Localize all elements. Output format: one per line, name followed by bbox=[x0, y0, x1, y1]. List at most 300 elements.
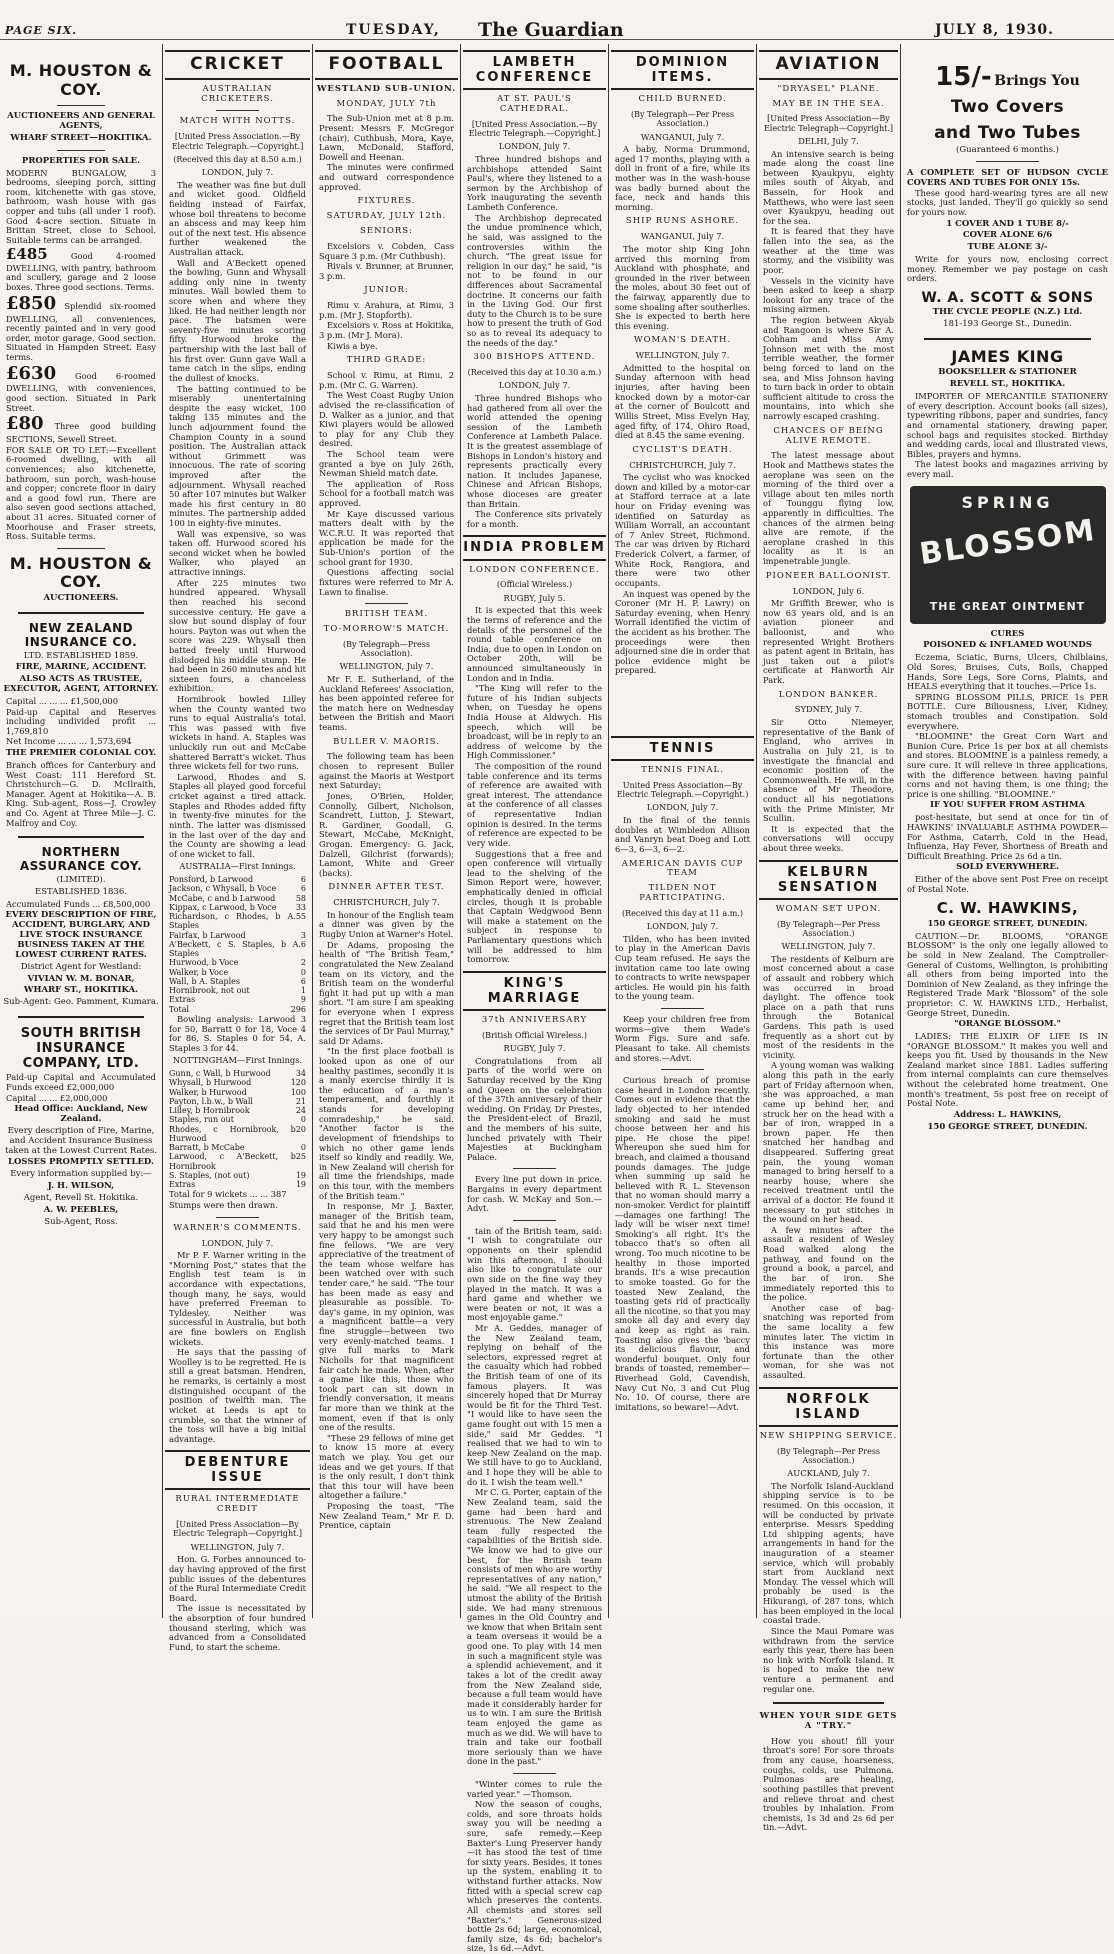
article-paragraph: Since the Maui Pomare was withdrawn from the service early this year, there has been no link with Norfolk Island. It is hoped to make the new venture a permanent and regular one. bbox=[763, 1625, 894, 1694]
property-listing bbox=[6, 246, 156, 292]
tyre-headline: Two Covers bbox=[950, 97, 1065, 118]
article-subheading: JUNIOR: bbox=[364, 285, 409, 296]
property-listing bbox=[6, 364, 156, 414]
insurer-agent-name: VIVIAN W. M. BONAR, bbox=[27, 973, 135, 984]
scorecard-row bbox=[169, 1125, 306, 1144]
scorecard-row bbox=[169, 940, 306, 959]
property-description: Good 4-roomed DWELLING, with pantry, bathroom and scullery, garage and 2 loose boxes. Three good sections. Terms. bbox=[6, 251, 156, 293]
firm-address: 181-193 George St., Dunedin. bbox=[943, 319, 1072, 329]
masthead bbox=[0, 0, 1114, 40]
article-paragraph: Hornibrook bowled Lilley when the County wanted two runs to equal Australia's total. This was passed with five wickets in hand. A. Staples was unluckily run out and McCabe shattered Barratt's wicket. Thus three wickets fell for two runs. bbox=[169, 694, 306, 772]
scorecard-row bbox=[169, 1078, 306, 1087]
article-paragraph: The issue is necessitated by the absorption of four hundred thousand sterling, which was advanced from a Consolidated Fund, to start the scheme. bbox=[169, 1603, 306, 1652]
scorecard-batsman: Walker, b Hurwood bbox=[169, 1087, 247, 1097]
asthma-heading: IF YOU SUFFER FROM ASTHMA bbox=[930, 800, 1085, 811]
caution-notice: CAUTION.—Dr. BLOOMS, "ORANGE BLOSSOM" is the only one legally allowed to be sold in New Zealand. The Comptroller-General of Customs, Wellington, is prohibiting all others from being imported into the Dominion of New Zealand, as they infringe the Registered Trade Mark "Blossom" of the sole proprietor: C. W. HAWKINS LTD., Herbalist, George Street, Dunedin. bbox=[907, 930, 1108, 1018]
article-subheading: 37th ANNIVERSARY bbox=[481, 1014, 588, 1025]
scorecard-row bbox=[169, 1097, 306, 1106]
scorecard-runs: 296 bbox=[290, 1004, 306, 1014]
scorecard-runs: 0 bbox=[300, 1115, 306, 1125]
article-subheading: BRITISH TEAM. bbox=[344, 609, 429, 620]
scorecard-row bbox=[169, 1152, 306, 1171]
insurer-name: NEW ZEALAND INSURANCE CO. bbox=[24, 620, 138, 649]
dateline: WANGANUI, July 7. bbox=[640, 231, 725, 242]
firm-role: THE CYCLE PEOPLE (N.Z.) Ltd. bbox=[932, 307, 1083, 318]
article-paragraph: In honour of the English team a dinner was given by the Rugby Union at Warner's Hotel. bbox=[319, 909, 454, 940]
dateline: LONDON, July 7. bbox=[498, 141, 571, 152]
ladies-ad: LADIES: THE ELIXIR OF LIFE IS IN "ORANGE BLOSSOM." It makes you well and keeps you fit. Used by thousands in the New Zealand market since 1881. Ladies suffering from internal complaints can cure themselves without the celebrated home treatment. One month's treatment, 5s post free on receipt of Postal Note. bbox=[907, 1031, 1108, 1109]
article-paragraph: The residents of Kelburn are most concerned about a case of assault and robbery which was occurred in broad daylight. The offence took place on a path that runs through the Botanical Gardens. This path is used frequently as a short cut by most of the residents in the vicinity. bbox=[763, 953, 894, 1060]
scorecard-row bbox=[169, 1106, 306, 1115]
article-paragraph: Mr A. Geddes, manager of the New Zealand team, replying on behalf of the selectors, expressed regret at the casualty which had robbed the British team of one of its famous players. It was sincerely hoped that Dr Murray would be fit for the Third Test. "I would like to have seen the game fought out with 15 men a side," said Mr Geddes. "I realised that we had to win to keep New Zealand on the map. We still have to go to Auckland, and I hope they will be able to do it. I wish the team well." bbox=[467, 1322, 602, 1487]
scorecard-runs: 100 bbox=[290, 1087, 306, 1097]
insurer-description: EVERY DESCRIPTION OF FIRE, ACCIDENT, BURGLARY, AND LIVE STOCK INSURANCE BUSINESS TAKEN AT THE LOWEST CURRENT RATES. bbox=[5, 910, 157, 960]
scorecard-row bbox=[169, 903, 306, 912]
dateline: LONDON, July 7. bbox=[201, 1237, 274, 1248]
firm-name: JAMES KING bbox=[951, 346, 1064, 366]
article-paragraph: Questions affecting social fixtures were referred to Mr A. Lawn to finalise. bbox=[319, 567, 454, 597]
article-subheading: AMERICAN DAVIS CUP TEAM bbox=[621, 858, 744, 879]
article-paragraph: He says that the passing of Woolley is to be regretted. He is still a great batsman. Hendren, he remarks, is certainly a most distinguished occupant of the position of twelfth man. The wicket at Leeds is apt to crumble, so that the winner of the toss will have a big initial advantage. bbox=[169, 1347, 306, 1444]
article-heading: CRICKET bbox=[165, 50, 310, 80]
article-paragraph: Larwood, Rhodes and S. Staples all played good forceful cricket against a tired attack. Staples and Rhodes added fifty in twenty-five minutes for the ninth. The latter was dismissed in the last over of the day and the County are showing a lead of one wicket to fall. bbox=[169, 771, 306, 859]
divider bbox=[57, 548, 104, 549]
masthead-day: TUESDAY, bbox=[346, 22, 441, 38]
dateline: SYDNEY, July 7. bbox=[794, 704, 863, 715]
article-paragraph: An intensive search is being made along the coast line between Kyaukpyu, eighty miles south of Akyab, and Bassein, for Hook and Matthews, who were last seen over Kyaukpyu, heading out for the sea. bbox=[763, 148, 894, 226]
scorecard-row bbox=[169, 958, 306, 967]
insurer-also: ALSO ACTS AS TRUSTEE, EXECUTOR, AGENT, ATTORNEY. bbox=[3, 674, 159, 695]
received-note: (Received this day at 10.30 a.m.) bbox=[467, 368, 602, 378]
wire-credit: (By Telegraph—Press Association). bbox=[343, 639, 430, 659]
scorecard-batsman: Walker, b Voce bbox=[169, 967, 229, 977]
scorecard-row bbox=[169, 995, 306, 1004]
article-subheading: TILDEN NOT PARTICIPATING. bbox=[639, 883, 726, 904]
insurer-head-office: Head Office: Auckland, New Zealand. bbox=[14, 1104, 148, 1124]
scorecard-runs: 34 bbox=[295, 1069, 306, 1078]
article-paragraph: The Norfolk Island-Auckland shipping service is to be resumed. On this occasion, it will be conducted by private enterprise. Messrs Spedding Ltd shipping agents, have arrangements in hand for the inauguration of a steamer service, which will probably start from Auckland next Monday. The vessel which will probably be used is the Hikurangi, of 287 tons, which has been employed in the local coastal trade. bbox=[763, 1480, 894, 1626]
divider bbox=[18, 612, 144, 614]
logo-text: THE GREAT OINTMENT bbox=[929, 599, 1086, 613]
insurer-name: NORTHERN ASSURANCE COY. bbox=[19, 845, 143, 874]
dateline: WELLINGTON, July 7. bbox=[781, 941, 876, 952]
article-subheading: RURAL INTERMEDIATE CREDIT bbox=[175, 1494, 300, 1515]
scorecard-runs: 6 bbox=[300, 874, 306, 884]
scorecard-runs: 55 bbox=[295, 912, 306, 922]
scorecard-batsman: Larwood, c A'Beckett, b Hornibrook bbox=[169, 1152, 296, 1171]
insurer-agent-address: Sub-Agent, Ross. bbox=[44, 1216, 118, 1227]
article-paragraph: The minutes were confirmed and outward correspondence approved. bbox=[319, 162, 454, 192]
scorecard-heading: NOTTINGHAM—First Innings. bbox=[172, 1055, 303, 1066]
article-paragraph: A baby, Norma Drummond, aged 17 months, playing with a doll in front of a fire, while its mother was in the wash-house was badly burned about the face, neck and hands this morning. bbox=[615, 144, 750, 212]
article-paragraph: Mr Griffith Brewer, who is now 63 years old, and is an aviation pioneer and balloonist, and who represented Wright Brothers as patent agent in Britain, has just taken out a pilot's certificate at Hanworth Air Park. bbox=[763, 598, 894, 686]
scorecard-batsman: Extras bbox=[169, 1180, 196, 1190]
scorecard-batsman: McCabe, c and b Larwood bbox=[169, 893, 276, 903]
insurer-established: LTD. ESTABLISHED 1859. bbox=[23, 650, 139, 661]
article-paragraph: The School team were granted a bye on July 26th, Newman Shield match date. bbox=[319, 448, 454, 479]
article-subheading: 300 BISHOPS ATTEND. bbox=[473, 352, 596, 363]
scorecard-row bbox=[169, 875, 306, 884]
article-subheading: WOMAN'S DEATH. bbox=[633, 335, 732, 346]
scorecard-batsman: Payton, l.b.w., b Wall bbox=[169, 1096, 253, 1106]
scorecard-runs: 19 bbox=[295, 1170, 306, 1180]
scorecard-row bbox=[169, 977, 306, 986]
divider bbox=[18, 836, 144, 838]
article-paragraph: "These 29 fellows of mine get to know 15 more at every match we play. You get our ideas and we get yours. If that is the only result, I don't think that this tour will have been altogether a failure." bbox=[319, 1432, 454, 1501]
article-heading: FOOTBALL bbox=[315, 50, 458, 80]
scorecard-runs: 6 bbox=[300, 976, 306, 986]
masthead-title: The Guardian bbox=[478, 19, 624, 41]
article-heading: KING'S MARRIAGE bbox=[463, 971, 606, 1011]
tyre-offer: A COMPLETE SET OF HUDSON CYCLE COVERS AND TUBES FOR ONLY 15s. bbox=[907, 167, 1108, 188]
property-listing bbox=[6, 294, 156, 363]
bowling-analysis: Bowling analysis: Larwood 3 for 50, Barratt 0 for 18, Voce 4 for 86, S. Staples 0 for 54, A. Staples 3 for 44. bbox=[169, 1013, 306, 1053]
article-subheading: SENIORS: bbox=[360, 226, 413, 237]
scorecard-batsman: Richardson, c Rhodes, b A. Staples bbox=[169, 912, 296, 931]
scorecard-runs: 1 bbox=[300, 986, 306, 996]
article-heading: KELBURN SENSATION bbox=[759, 860, 898, 900]
article-subheading: CHANCES OF BEING ALIVE REMOTE. bbox=[773, 425, 884, 446]
article-paragraph: Suggestions that a free and open conference will virtually lead to the shelving of the Simon Report were, however, emphatically denied in official circles, though it is probable that Captain Wedgwood Benn will make a statement on the subject in response to Parliamentary questions which will be addressed to him tomorrow. bbox=[467, 848, 602, 965]
firm-name: M. HOUSTON & COY. bbox=[9, 61, 153, 99]
dateline: CHRISTCHURCH, July 7. bbox=[629, 459, 736, 470]
article-paragraph: Mr C. G. Porter, captain of the New Zealand team, said the game had been hard and strenuous. The New Zealand team fully respected the capabilities of the British side. "We know we had to give our best, for the British team consists of men who are worthy representatives of any nation," he said. "We all respect to the utmost the ability of the British side. We had many strenuous games in the Old Country and we know that when Britain sent a team overseas it would be a good one. To play with 14 men in such a magnificent style was a splendid achievement, and it takes a lot of the credit away from the New Zealand side, because a full team would have made it considerably harder for us to win. I am sure the British team enjoyed the game as much as we did. We will have to train and take our football more seriously than we have done in the past." bbox=[467, 1487, 602, 1767]
wire-credit: [United Press Association.—By Electric Telegraph.—Copyright.] bbox=[171, 132, 304, 151]
divider bbox=[365, 603, 408, 604]
bloomine-ad: "BLOOMINE" the Great Corn Wart and Bunion Cure. Price 1s per box at all chemists and stores. BLOOMINE is a painless remedy, a sure cure. It will relieve in three applications, with the difference between having painful corns and not having them, is one thing; the price is one shilling. "BLOOMINE." bbox=[907, 731, 1108, 799]
article-paragraph: In response, Mr J. Baxter, manager of the British team, said that he and his men were very happy to be amongst such fine fellows. "We are very appreciative of the treatment of the team whose welfare has been watched over with such tender care," he said. "The tour has been made as easy and pleasurable as possible. To-day's game, in my opinion, was a magnificent battle—a very fine struggle—between two very evenly-matched teams. I give full marks to Mark Nicholls for that magnificent fair catch he made. When, after a game like this, those who took part can sit down in friendly conversation, it means far more than we think at the moment, even if that is only one of the results. bbox=[319, 1201, 454, 1433]
insurer-lines: FIRE, MARINE, ACCIDENT. bbox=[15, 662, 147, 673]
divider bbox=[513, 1773, 556, 1774]
tyre-description: These good hard-wearing tyres are all new stocks, just landed. They'll go quickly so send for yours now. bbox=[907, 187, 1108, 217]
dateline: WELLINGTON, July 7. bbox=[339, 661, 434, 672]
wire-credit: United Press Association—By Electric Telegraph.—Copyright.) bbox=[616, 780, 749, 800]
article-subheading: SATURDAY, JULY 12th. bbox=[326, 211, 447, 222]
article-heading: TENNIS bbox=[611, 736, 754, 761]
sold-everywhere: SOLD EVERYWHERE. bbox=[956, 862, 1059, 873]
insurer-agent-address: WHARF ST., HOKITIKA. bbox=[23, 985, 139, 996]
article-heading: NORFOLK ISLAND bbox=[759, 1387, 898, 1427]
article-paragraph: "The King will refer to the future of his Indian subjects when, on Tuesday he opens India House at Aldwych. His speech, which will be broadcast, will be in reply to an address of welcome by the High Commissioner." bbox=[467, 683, 602, 761]
scorecard-runs: 9 bbox=[300, 995, 306, 1005]
divider bbox=[216, 110, 260, 111]
insurer-funds: Accumulated Funds ... £8,500,000 bbox=[6, 898, 151, 909]
scorecard-row bbox=[169, 931, 306, 940]
article-paragraph: Dr Adams, proposing the health of "The British Team," congratulated the New Zealand team on its victory, and the British team on the wonderful fight it had put up with a man short. "I am sure I am speaking for everyone when I express regret that the British team lost the services of Dr Paul Murray," said Dr Adams. bbox=[319, 939, 454, 1046]
column-rule bbox=[900, 44, 901, 1618]
article-paragraph: The batting continued to be miserably unentertaining despite the easy wicket, 100 taking 135 minutes and the lunch adjournment found the Champion County in a sound position. The Australian attack without Grimmett was innocuous. The rate of scoring improved after the adjournment. Whysall reached 50 after 107 minutes but Walker made his first century in 80 minutes. The partnership added 100 in eighty-five minutes. bbox=[169, 383, 306, 529]
scorecard-batsman: Ponsford, b Larwood bbox=[169, 874, 254, 884]
article-subheading: CHILD BURNED. bbox=[638, 94, 727, 105]
article-paragraph: In the final of the tennis doubles at Wimbledon Allison and Vanryn beat Doeg and Lott 6—3, 6—3, 6—2. bbox=[615, 815, 750, 854]
scorecard-batsman: Barratt, b McCabe bbox=[169, 1143, 245, 1153]
scorecard-batsman: Rhodes, c Hornibrook, b Hurwood bbox=[169, 1124, 296, 1143]
scorecard-batsman: Gunn, c Wall, b Hurwood bbox=[169, 1069, 271, 1078]
article-heading: INDIA PROBLEM bbox=[463, 535, 606, 560]
article-subheading: THIRD GRADE: bbox=[346, 355, 427, 366]
article-paragraph: The application of Ross School for a football match was approved. bbox=[319, 478, 454, 509]
wire-credit: (By Telegraph—Per Press Association.) bbox=[776, 919, 881, 938]
scorecard-batsman: Extras bbox=[169, 995, 196, 1005]
divider bbox=[57, 150, 104, 151]
column-lambeth bbox=[463, 44, 606, 1954]
column-dominion bbox=[611, 44, 754, 1618]
article-paragraph: Sir Otto Niemeyer, representative of the Bank of England, who arrives in Australia on July 21, is to investigate the financial and economic position of the Commonwealth. He will, in the absence of Mr Theodore, conduct all his negotiations with the Prime Minister, Mr Scullin. bbox=[763, 717, 894, 824]
dateline: RUGBY, July 7. bbox=[503, 1043, 566, 1054]
article-heading: AVIATION bbox=[759, 50, 898, 80]
scorecard-batsman: Fairfax, b Larwood bbox=[169, 930, 246, 940]
column-cricket bbox=[165, 44, 310, 1652]
column-rule bbox=[312, 44, 313, 1618]
fixture: Rimu v. Arahura, at Rimu, 3 p.m. (Mr J. Stopforth). bbox=[319, 300, 454, 320]
dateline: CHRISTCHURCH, July 7. bbox=[333, 897, 440, 908]
tyre-brings: Brings You bbox=[994, 73, 1080, 89]
article-paragraph: The Sub-Union met at 8 p.m. Present: Messrs F. McGregor (chair), Cuthbush, Mora, Kaye, Lawn, McDonald, Stafford, Dowell and Heenan. bbox=[319, 113, 454, 162]
scorecard-batsman: Hurwood, b Voce bbox=[169, 958, 239, 968]
dateline: AUCKLAND, July 7. bbox=[787, 1468, 870, 1479]
insurer-capital: Capital ... ... ... £1,500,000 bbox=[6, 696, 118, 707]
property-price: £850 bbox=[6, 292, 57, 314]
scorecard-batsman: Wall, b A. Staples bbox=[169, 976, 241, 986]
article-paragraph: The cyclist who was knocked down and killed by a motor-car at Stafford terrace at a late hour on Friday evening was identified on Saturday as William Worrall, an accountant of 7 Anlev Street, Richmond. The car was driven by Richard Frederick Colvert, a farmer, of White Rock, Rangiora, and there were two other occupants. bbox=[615, 472, 750, 588]
divider bbox=[924, 338, 1091, 340]
article-paragraph: The region between Akyab and Rangoon is where Sir A. Cobham and Miss Amy Johnson met with the most terrible weather, the former being forced to land on the sea, and Miss Johnson having to turn back in order to obtain sufficient altitude to cross the mountains, into which she narrowly escaped crashing. bbox=[763, 314, 894, 422]
article-paragraph: tain of the British team, said: "I wish to congratulate our opponents on their splendid win this afternoon. I should also like to congratulate our own side on the fine way they played in the match. It was a hard game and whether we were beaten or not, it was a most enjoyable game." bbox=[467, 1225, 602, 1323]
article-subheading: LONDON CONFERENCE. bbox=[469, 564, 600, 575]
scorecard-row bbox=[169, 986, 306, 995]
property-listing bbox=[6, 414, 156, 444]
stumps-note: Stumps were then drawn. bbox=[169, 1200, 278, 1211]
scorecard-runs: 0 bbox=[300, 967, 306, 977]
received-note: (Received this day at 8.50 a.m.) bbox=[173, 154, 302, 164]
dateline: LONDON, July 7. bbox=[646, 802, 719, 813]
article-subheading: WESTLAND SUB-UNION. bbox=[316, 83, 457, 94]
dateline: LONDON, July 6. bbox=[792, 585, 865, 596]
post-free-note: Either of the above sent Post Free on receipt of Postal Note. bbox=[907, 874, 1108, 894]
fixture: Excelsiors v. Ross at Hokitika, 3 p.m. (Mr J. Mora). bbox=[319, 320, 454, 341]
column-ads-left bbox=[2, 44, 160, 1618]
dateline: RUGBY, July 5. bbox=[503, 592, 566, 603]
scorecard-batsman: Kippax, c Larwood, b Voce bbox=[169, 902, 277, 912]
scorecard-runs: 33 bbox=[295, 902, 306, 912]
fixture: School v. Rimu, at Rimu, 2 p.m. (Mr C. G. Warren). bbox=[319, 370, 454, 390]
received-note: (Received this day at 11 a.m.) bbox=[622, 908, 743, 918]
scorecard-table bbox=[165, 875, 310, 1014]
article-paragraph: Mr P. F. Warner writing in the "Morning Post," states that the English test team is in accordance with expectations, though many, he says, would have preferred Freeman to Tyldesley. Neither was successful in Australia, but both are fine bowlers on English wickets. bbox=[169, 1250, 306, 1347]
article-heading: DOMINION ITEMS. bbox=[611, 50, 754, 90]
fixture: Rivals v. Brunner, at Brunner, 3 p.m. bbox=[319, 261, 454, 281]
scorecard-batsman: Jackson, c Whysall, b Voce bbox=[169, 884, 277, 894]
firm-role: BOOKSELLER & STATIONER bbox=[938, 367, 1077, 378]
property-listing: MODERN BUNGALOW, 3 bedrooms, sleeping porch, sitting room, kitchenette with gas stove, bathroom, wash house with gas copper and tubs (all under 1 roof). Good 4-acre section. Situate in Brittan Street, close to School. Suitable terms can be arranged. bbox=[6, 167, 156, 245]
fixture: Excelsiors v. Cobden, Cass Square 3 p.m. (Mr Cuthbush). bbox=[319, 240, 454, 261]
article-subheading: MATCH WITH NOTTS. bbox=[179, 116, 296, 127]
wire-credit: (By Telegraph—Per Press Association.) bbox=[630, 110, 735, 129]
advertisement: Curious breach of promise case heard in London recently. Comes out in evidence that the lady objected to her intended smoking and said he must choose between her and his pipe. He chose the pipe! Whereupon she sued him for breach, and claimed a thousand pounds damages. The judge when summing up said he believed with R. L. Stevenson that no woman should marry a non-smoker. Verdict for plaintiff—damages one farthing! The lady will be wiser next time! Smoking's all right. It's the tobacco that's so often all wrong. Too much nicotine to be healthy in those imported brands. It's a wise precaution to smoke toasted. Go for the toasted New Zealand, the toasting gets rid of practically all the nicotine, so that you may smoke all day and every day and keep as right as rain. Toasting also gives the 'baccy its delicious flavour, and wonderful bouquet. Only four brands of toasted, remember—Riverhead Gold, Cavendish, Navy Cut No. 3 and Cut Plug No. 10. Of course, there are imitations, so beware!—Advt. bbox=[615, 1075, 750, 1412]
scorecard-row bbox=[169, 1143, 306, 1152]
scorecard-runs: 19 bbox=[295, 1180, 306, 1190]
page-label: PAGE SIX. bbox=[5, 24, 78, 37]
wire-credit: (Official Wireless.) bbox=[496, 580, 573, 590]
insurer-capital: Capital ... ... £2,000,000 bbox=[6, 1092, 108, 1103]
article-heading: LAMBETH CONFERENCE bbox=[463, 50, 606, 90]
scorecard-runs: 20 bbox=[295, 1124, 306, 1134]
cures-label: CURES bbox=[990, 628, 1025, 639]
article-paragraph: The Archbishop deprecated the undue prominence which, he said, was assigned to the controversies within the church. "The great issue for religion in our day," he said, "is not to be found in our differences about Sacramental doctrine. It concerns our faith in the Living God. Our first duty to the Church is to be sure how to present the truth of God so as to reveal its adequacy to the needs of the day." bbox=[467, 212, 602, 348]
scorecard-row bbox=[169, 1088, 306, 1097]
dateline: WANGANUI, July 7. bbox=[640, 131, 725, 142]
article-paragraph: The motor ship King John arrived this morning from Auckland with phosphate, and grounded in the river between the moles, about 30 feet out of the fairway, apparently due to some shoaling after southerlies. She is expected to berth here this evening. bbox=[615, 243, 750, 331]
firm-address: REVELL ST., HOKITIKA. bbox=[949, 379, 1066, 390]
article-subheading: BULLER V. MAORIS. bbox=[333, 736, 440, 747]
address-line: 150 GEORGE STREET, DUNEDIN. bbox=[927, 1121, 1088, 1132]
scorecard-batsman: Total bbox=[169, 1004, 190, 1014]
scorecard-runs: 58 bbox=[295, 893, 306, 903]
divider bbox=[216, 1217, 260, 1218]
scorecard-total: Total for 9 wickets ... ... 387 bbox=[169, 1189, 287, 1200]
article-subheading: AUSTRALIAN CRICKETERS. bbox=[201, 83, 274, 104]
scorecard-row bbox=[169, 1069, 306, 1078]
article-paragraph: It is expected that this week the terms of reference and the details of the personnel of the round table conference on India, due to open in London on October 20th, will be announced simultaneously in London and in India. bbox=[467, 605, 602, 683]
scorecard-row bbox=[169, 912, 306, 931]
scorecard-runs: 6 bbox=[300, 939, 306, 949]
article-paragraph: "In the first place football is looked upon as one of our healthy pastimes, secondly it is a manly exercise thirdly it is the education of a man's temperament, and fourthly it stands for developing comradeship," he said. "Another factor is the development of friendships to which no other game lends itself so kindly and readily. We, in New Zealand will cherish for all time the friendships, made on this tour, with the members of the British team." bbox=[319, 1046, 454, 1201]
dateline: LONDON, July 7. bbox=[201, 167, 274, 178]
insurer-name: SOUTH BRITISH INSURANCE COMPANY, LTD. bbox=[20, 1026, 142, 1072]
article-paragraph: Three hundred bishops and archbishops attended Saint Paul's, where they listened to a sermon by the Archbishop of York inaugurating the seventh Lambeth Conference. bbox=[467, 154, 602, 213]
scorecard-row bbox=[169, 968, 306, 977]
insurer-ltd: (LIMITED). bbox=[56, 875, 106, 886]
wire-credit: (By Telegraph—Per Press Association.) bbox=[776, 1446, 881, 1465]
section-heading: PROPERTIES FOR SALE. bbox=[21, 155, 141, 166]
property-description: Splendid six-roomed DWELLING, all conveniences, recently painted and in very good order, motor garage. Good section. Situated in Hampden Street. Easy terms. bbox=[6, 300, 157, 362]
article-paragraph: A few minutes after the assault a resident of Wesley Road walked along the pathway, and found on the ground a book, a parcel, and the bar of iron. She immediately reported this to the police. bbox=[763, 1224, 894, 1303]
property-description: Good 6-roomed DWELLING, with conveniences, good section. Situated in Park Street. bbox=[6, 370, 156, 413]
scorecard-row bbox=[169, 884, 306, 893]
property-description: Three good building SECTIONS, Sewell Street. bbox=[6, 421, 156, 445]
divider bbox=[661, 1008, 704, 1009]
advertisement: Now the season of coughs, colds, and sore throats holds sway you will be needing a sure, safe remedy.—Keep Baxter's Lung Preserver handy—it has stood the test of time for sixty years. Besides, it tones up the system, enabling it to withstand further attacks. Now fitted with a special screw cap which preserves the contents. All chemists and stores sell "Baxter's." Generous-sized bottle 2s 6d; large, economical, family size, 4s 6d; bachelor's size, 1s 6d.—Advt. bbox=[467, 1799, 602, 1954]
scorecard-row bbox=[169, 894, 306, 903]
scorecard-runs: 120 bbox=[290, 1078, 306, 1088]
scorecard-runs: 21 bbox=[295, 1096, 306, 1106]
article-paragraph: Jones, O'Brien, Holder, Connolly, Gilbert, Nicholson, Scandrett, Lutton, J. Stewart, R. Gardiner, Goodall, G. Stewart, McCabe, McKnight, Grogan. Emergency: G. Jack, Dalzell, Gilchrist (forwards); Lamont, White and Greer (backs). bbox=[319, 790, 454, 878]
orange-blossom: "ORANGE BLOSSOM." bbox=[954, 1019, 1061, 1030]
article-paragraph: Proposing the toast, "The New Zealand Team," Mr F. D. Prentice, captain bbox=[319, 1501, 454, 1531]
tyre-headline: and Two Tubes bbox=[934, 122, 1081, 143]
tyre-price: 15/- bbox=[935, 62, 992, 92]
insurer-agent-name: J. H. WILSON, bbox=[47, 1181, 115, 1192]
article-paragraph: The Conference sits privately for a month. bbox=[467, 509, 602, 529]
divider bbox=[773, 1702, 884, 1704]
insurer-branches: Branch offices for Canterbury and West Coast: 111 Hereford St. Christchurch—G. D. McIlraith, Manager. Agent at Hokitika—A. B. King. Sub-agent, Ross—J. Crowley and Co. Agent at Three Mile—J. C. Malfroy and Coy. bbox=[6, 759, 156, 828]
wire-credit: [United Press Association—By Electric Telegraph—Copyright.] bbox=[172, 1520, 303, 1539]
insurer-paidup: Paid-up Capital and Accumulated Funds exceed £2,000,000 bbox=[6, 1072, 156, 1092]
wire-credit: [United Press Association.—By Electric Telegraph.—Copyright.] bbox=[468, 119, 601, 139]
advertisement: Every line put down in price. Bargains in every department for cash. W. McKay and Son.—Advt. bbox=[467, 1174, 602, 1214]
wire-credit: (British Official Wireless.) bbox=[481, 1030, 588, 1040]
article-subheading: "DRYASEL" PLANE. bbox=[777, 83, 880, 94]
advertisement: How you shout! fill your throat's sore! For sore throats from any cause, hoarseness, coughs, colds, use Pulmona. Pulmonas are healing, soothing pastilles that prevent and relieve throat and chest troubles by inhalation. From chemists, 1s 3d and 2s 6d per tin.—Advt. bbox=[763, 1735, 894, 1833]
firm-address: 150 GEORGE STREET, DUNEDIN. bbox=[927, 918, 1088, 929]
divider bbox=[57, 105, 104, 106]
divider bbox=[661, 1069, 704, 1070]
scorecard-runs: 3 bbox=[300, 930, 306, 940]
firm-name: M. HOUSTON & COY. bbox=[9, 553, 153, 592]
article-subheading: CYCLIST'S DEATH. bbox=[632, 444, 733, 455]
column-rule bbox=[162, 44, 163, 1618]
article-subheading: AT ST. PAUL'S CATHEDRAL. bbox=[497, 94, 572, 115]
article-paragraph: An inquest was opened by the Coroner (Mr H. P. Lawry) on Saturday evening, when Henry Worrall identified the victim of the accident as his brother. The proceedings were then adjourned sine die in order that police evidence might be prepared. bbox=[615, 588, 750, 676]
logo-text: SPRING bbox=[961, 492, 1054, 512]
article-paragraph: The latest message about Hook and Matthews states the aeroplane was seen on the morning of the third over a village about ten miles north of Tounggu flying low, apparently in difficulties. The chances of the airmen being alive are remote, if the aeroplane crashed in this locality as it is an impenetrable jungle. bbox=[763, 450, 894, 567]
scorecard-runs: 6 bbox=[300, 884, 306, 894]
scorecard-runs: 0 bbox=[300, 1143, 306, 1153]
article-paragraph: Mr Kaye discussed various matters dealt with by the W.C.R.U. It was reported that application be made for the Sub-Union's portion of the school grant for 1930. bbox=[319, 508, 454, 567]
article-paragraph: The following team has been chosen to represent Buller against the Maoris at Westport next Saturday: bbox=[319, 751, 454, 791]
insurer-established: ESTABLISHED 1836. bbox=[35, 886, 127, 897]
property-price: £80 bbox=[6, 413, 44, 435]
article-paragraph: The composition of the round table conference and its terms of reference are awaited with great interest. The attendance at the conference of all classes of representative Indian opinion is desired. In the terms of reference are expected to be very wide. bbox=[467, 761, 602, 848]
insurer-tagline: LOSSES PROMPTLY SETTLED. bbox=[8, 1157, 154, 1168]
firm-description: IMPORTER OF MERCANTILE STATIONERY of every description. Account books (all sizes), typewriting ribbons, paper and sundries, fancy and ornamental stationery, drawing paper, school bags and requisites stocked. Birthday and wedding cards, local and illustrated views, Bibles, prayers and hymns. bbox=[907, 391, 1108, 459]
asthma-ad: post-hesitate, but send at once for tin of HAWKINS' INVALUABLE ASTHMA POWDER—For Asthma, Catarrh, Cold in the Head, Influenza, Hay Fever, Shortness of Breath and Difficult Breathing. Price 2s 6d a tin. bbox=[907, 812, 1108, 861]
scorecard-table bbox=[165, 1069, 310, 1189]
pills-ad: SPRING BLOSSOM PILLS, PRICE 1s PER BOTTLE. Cure Biliousness, Liver, Kidney, stomach troubles and Constipation. Sold everywhere. bbox=[907, 691, 1108, 731]
article-subheading: MAY BE IN THE SEA. bbox=[772, 98, 885, 109]
article-paragraph: Vessels in the vicinity have been asked to keep a sharp lookout for any trace of the missing airmen. bbox=[763, 275, 894, 315]
property-price: £485 bbox=[6, 245, 48, 264]
masthead-date: JULY 8, 1930. bbox=[935, 22, 1054, 38]
insurer-paidup: Paid-up Capital and Reserves including undivided profit ... 1,769,810 bbox=[6, 706, 156, 736]
insurer-agent-name: A. W. PEEBLES, bbox=[43, 1204, 119, 1215]
column-rule bbox=[460, 44, 461, 1618]
firm-name: C. W. HAWKINS, bbox=[936, 899, 1079, 918]
article-subheading: WARNER'S COMMENTS. bbox=[173, 1222, 302, 1233]
cures-description: Eczema, Sciatic, Burns, Ulcers, Chilblains, Old Sores, Bruises, Cuts, Boils, Chapped Hands, Sore Legs, Sore Corns, Plaints, and HEALS everything that it touches.—Price 1s. bbox=[907, 652, 1108, 692]
fixture: Kiwis a bye. bbox=[327, 340, 378, 351]
dateline: DELHI, July 7. bbox=[798, 135, 859, 146]
tyre-price-line: COVER ALONE 6/6 bbox=[962, 230, 1053, 241]
column-football bbox=[315, 44, 458, 1618]
divider bbox=[18, 1016, 144, 1018]
article-paragraph: The weather was fine but dull and wicket good. Oldfield fielding instead of Fairfax, whose boil threatens to become an abscess and may keep him out of the next test. His absence further weakened the Australian attack. bbox=[169, 179, 306, 257]
scorecard-runs: 25 bbox=[295, 1152, 306, 1162]
tyre-ad bbox=[903, 62, 1112, 92]
dateline: LONDON, July 7. bbox=[646, 921, 719, 932]
property-price: £630 bbox=[6, 362, 57, 384]
article-subheading: LONDON BANKER. bbox=[778, 689, 879, 700]
address-label: Address: L. HAWKINS, bbox=[953, 1109, 1062, 1120]
insurer-tagline: THE PREMIER COLONIAL COY. bbox=[5, 748, 157, 759]
tyre-price-line: 1 COVER AND 1 TUBE 8/- bbox=[946, 218, 1069, 229]
advertisement-heading: WHEN YOUR SIDE GETS A "TRY." bbox=[759, 1711, 898, 1732]
article-paragraph: Congratulations from all parts of the world were on Saturday received by the King and Queen on the celebration of the 37th anniversary of their wedding. On Friday, Dr Prestes, the President-elect of Brazil, and the members of his suite, lunched privately with Their Majesties at Buckingham Palace. bbox=[467, 1055, 602, 1162]
scorecard-batsman: Staples, run out bbox=[169, 1115, 234, 1125]
article-paragraph: It is expected that the conversations will occupy about three weeks. bbox=[763, 823, 894, 854]
tyre-guarantee: (Guaranteed 6 months.) bbox=[956, 144, 1059, 155]
article-subheading: PIONEER BALLOONIST. bbox=[765, 570, 892, 581]
divider bbox=[976, 161, 1039, 162]
logo-text: BLOSSOM bbox=[916, 512, 1098, 572]
article-heading: DEBENTURE ISSUE bbox=[165, 1450, 310, 1490]
article-paragraph: Mr F. E. Sutherland, of the Auckland Referees' Association, has been appointed referee for the match here on Wednesday between the British and Maori teams. bbox=[319, 673, 454, 733]
scorecard-heading: AUSTRALIA—First Innings. bbox=[179, 861, 296, 872]
scorecard-row bbox=[169, 1180, 306, 1189]
article-subheading: MONDAY, JULY 7th bbox=[336, 98, 437, 109]
article-paragraph: Wall and A'Beckett opened the bowling, Gunn and Whysall adding only nine in twenty minutes. Wall bowled them to score when and where they liked. He had neither length nor pace. The batsmen were seventy-five minutes scoring fifty. Hurwood broke the partnership with the last ball of his first over. Gunn gave Wall a tame catch in the slips, ending the dullest of knocks. bbox=[169, 257, 306, 383]
firm-role: AUCTIONEERS. bbox=[43, 592, 119, 603]
